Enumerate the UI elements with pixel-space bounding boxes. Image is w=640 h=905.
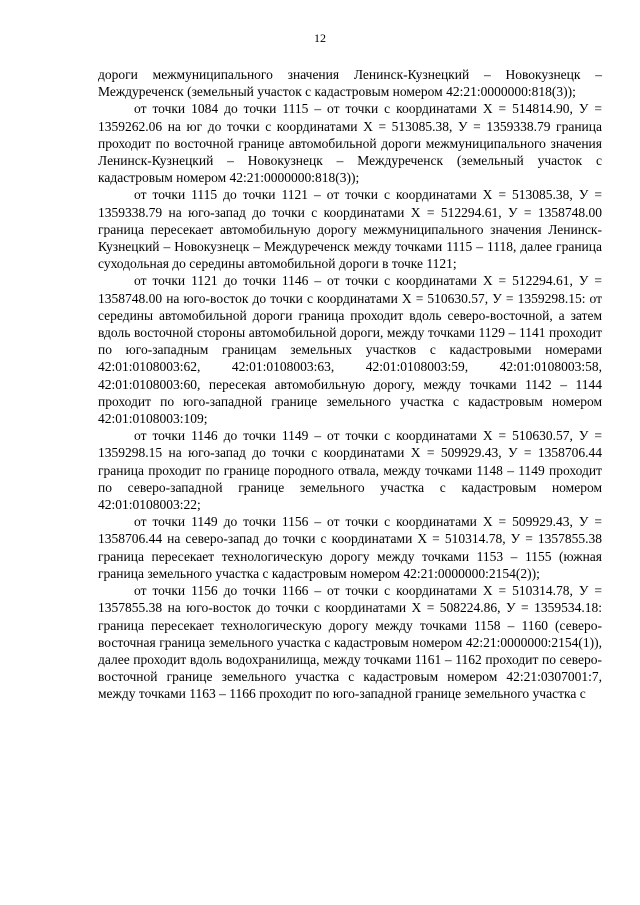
paragraph-segment-1115-1121: от точки 1115 до точки 1121 – от точки с координатами Х = 513085.38, У = 1359338.79 на юго-запад до точки с координатами Х = 512294.61, У = 1358748.00 граница пересекает автомобильную дорогу межмуниципального значения Ленинск-Кузнецкий – Новокузнецк – Междуреченск между точками 1115 – 1118, далее граница суходольная до середины автомобильной дороги в точке 1121; <box>98 187 602 272</box>
page-number: 12 <box>314 31 326 45</box>
paragraph-continuation: дороги межмуниципального значения Ленинск-Кузнецкий – Новокузнецк – Междуреченск (земельный участок с кадастровым номером 42:21:0000000:818(3)); <box>98 67 602 100</box>
paragraph-segment-1084-1115: от точки 1084 до точки 1115 – от точки с координатами Х = 514814.90, У = 1359262.06 на юг до точки с координатами Х = 513085.38, У = 1359338.79 граница проходит по восточной границе автомобильной дороги межмуниципального значения Ленинск-Кузнецкий – Новокузнецк – Междуреченск (земельный участок с кадастровым номером 42:21:0000000:818(3)); <box>98 101 602 186</box>
document-body <box>98 66 602 703</box>
paragraph-segment-1121-1146: от точки 1121 до точки 1146 – от точки с координатами Х = 512294.61, У = 1358748.00 на юго-восток до точки с координатами Х = 510630.57, У = 1359298.15: от середины автомобильной дороги граница проходит вдоль северо-восточной, а затем вдоль восточной стороны автомобильной дороги, между точками 1129 – 1141 проходит по юго-западным границам земельных участков с кадастровыми номерами 42:01:0108003:62, 42:01:0108003:63, 42:01:0108003:59, 42:01:0108003:58, 42:01:0108003:60, пересекая автомобильную дорогу, между точками 1142 – 1144 проходит по юго-западной границе земельного участка с кадастровым номером 42:01:0108003:109; <box>98 273 602 427</box>
paragraph-segment-1156-1166: от точки 1156 до точки 1166 – от точки с координатами Х = 510314.78, У = 1357855.38 на юго-восток до точки с координатами Х = 508224.86, У = 1359534.18: граница пересекает технологическую дорогу между точками 1158 – 1160 (северо-восточная граница земельного участка с кадастровым номером 42:21:0000000:2154(1)), далее проходит вдоль водохранилища, между точками 1161 – 1162 проходит по северо-восточной границе земельного участка с кадастровым номером 42:21:0307001:7, между точками 1163 – 1166 проходит по юго-западной границе земельного участка с <box>98 583 602 702</box>
paragraph-segment-1146-1149: от точки 1146 до точки 1149 – от точки с координатами Х = 510630.57, У = 1359298.15 на юго-запад до точки с координатами Х = 509929.43, У = 1358706.44 граница проходит по границе породного отвала, между точками 1148 – 1149 проходит по северо-западной границе земельного участка с кадастровым номером 42:01:0108003:22; <box>98 428 602 513</box>
paragraph-segment-1149-1156: от точки 1149 до точки 1156 – от точки с координатами Х = 509929.43, У = 1358706.44 на северо-запад до точки с координатами Х = 510314.78, У = 1357855.38 граница пересекает технологическую дорогу между точками 1153 – 1155 (южная граница земельного участка с кадастровым номером 42:21:0000000:2154(2)); <box>98 514 602 581</box>
